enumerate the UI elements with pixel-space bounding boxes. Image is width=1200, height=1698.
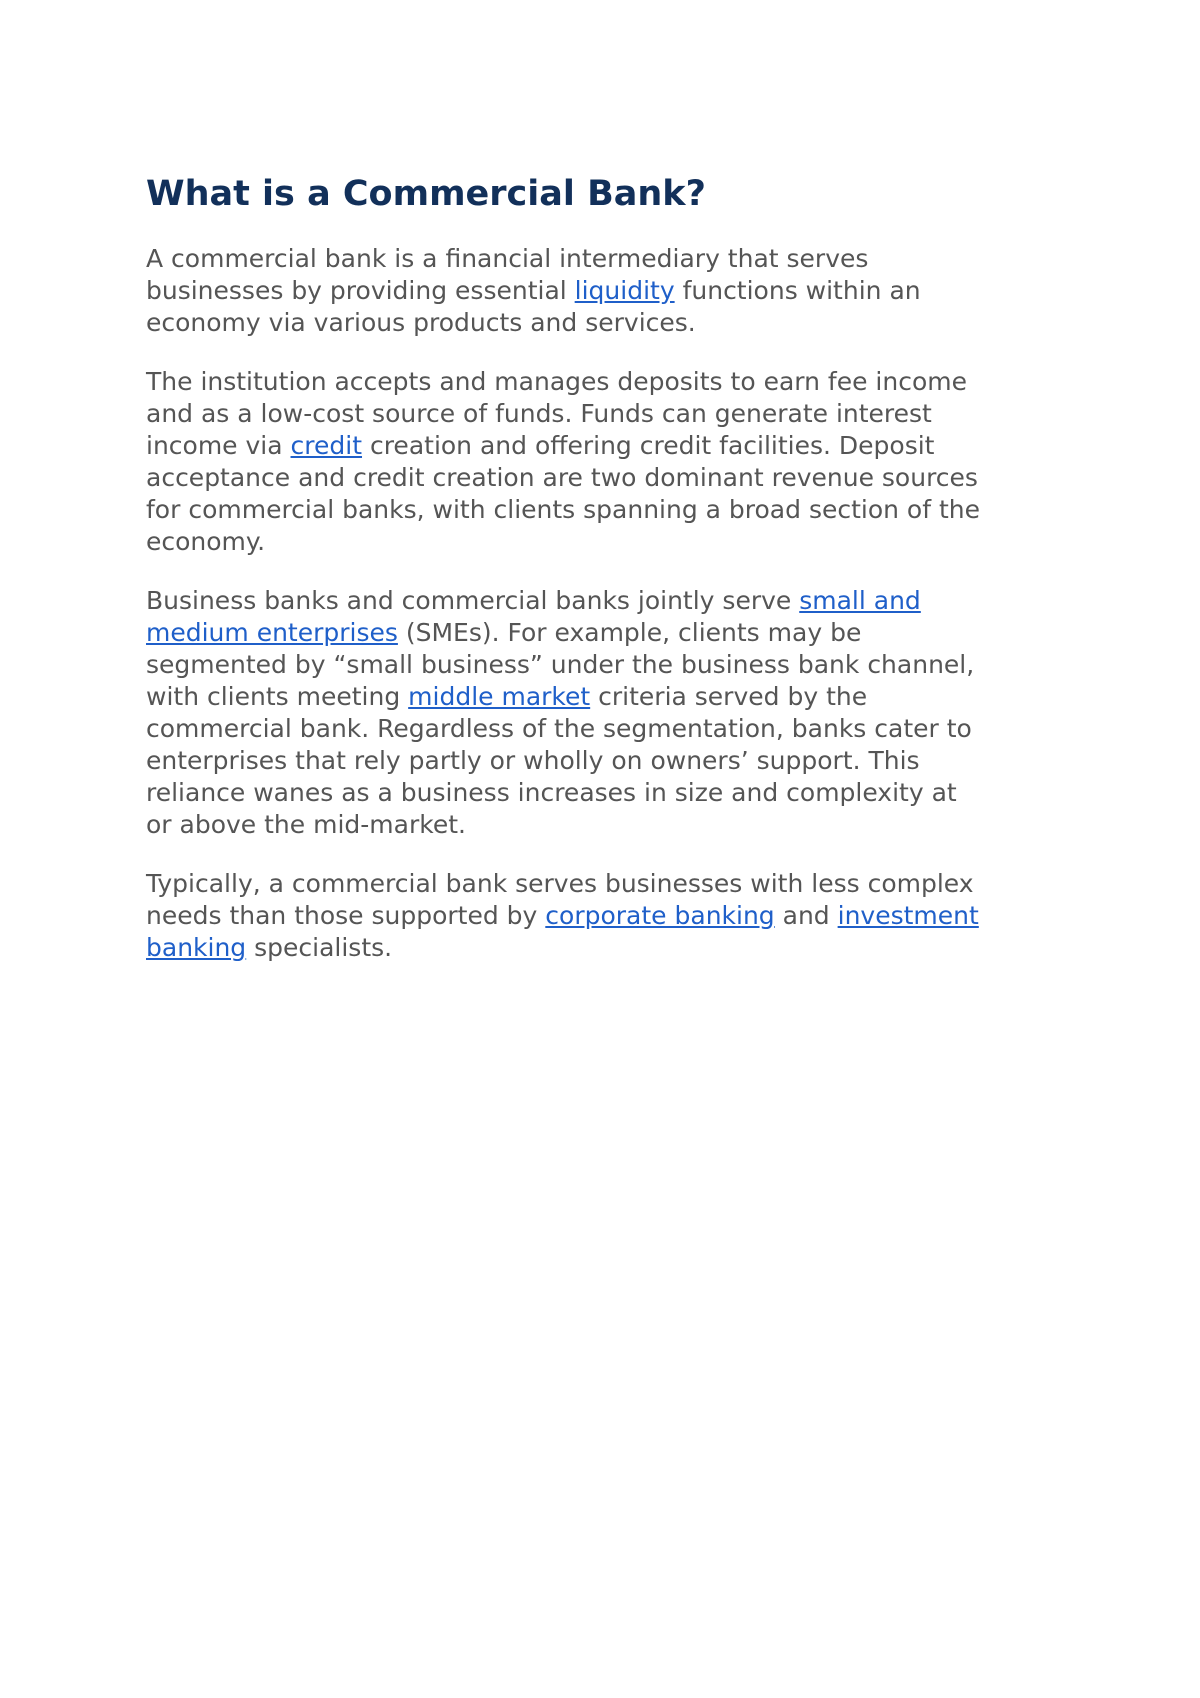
paragraph-text: or above the mid-market. bbox=[146, 810, 466, 839]
paragraph-text: creation and offering credit facilities. Deposit bbox=[362, 431, 935, 460]
link-investment-banking[interactable]: investment bbox=[837, 901, 979, 930]
link-corporate-banking[interactable]: corporate banking bbox=[545, 901, 775, 930]
paragraph-text: (SMEs). For example, clients may be bbox=[397, 618, 862, 647]
paragraph-text: and bbox=[774, 901, 838, 930]
paragraph-text: acceptance and credit creation are two dominant revenue sources bbox=[146, 463, 978, 492]
paragraph-text: Typically, a commercial bank serves businesses with less complex bbox=[146, 869, 974, 898]
paragraph-text: for commercial banks, with clients spanning a broad section of the bbox=[146, 495, 980, 524]
paragraph-text: A commercial bank is a financial intermediary that serves bbox=[146, 244, 869, 273]
paragraph-text: needs than those supported by bbox=[146, 901, 546, 930]
link-small-and-medium-enterprises[interactable]: small and bbox=[799, 586, 921, 615]
link-credit[interactable]: credit bbox=[290, 431, 363, 460]
paragraph-text: functions within an bbox=[674, 276, 921, 305]
link-middle-market[interactable]: middle market bbox=[408, 682, 591, 711]
paragraph-deposits bbox=[146, 366, 1066, 558]
paragraph-text: with clients meeting bbox=[146, 682, 409, 711]
paragraph-text: reliance wanes as a business increases in size and complexity at bbox=[146, 778, 957, 807]
paragraph-text: businesses by providing essential bbox=[146, 276, 575, 305]
paragraph-text: Business banks and commercial banks jointly serve bbox=[146, 586, 800, 615]
paragraph-text: and as a low-cost source of funds. Funds can generate interest bbox=[146, 399, 932, 428]
paragraph-text: criteria served by the bbox=[590, 682, 868, 711]
document-page bbox=[146, 170, 1066, 991]
page-title: What is a Commercial Bank? bbox=[146, 174, 706, 214]
link-investment-banking[interactable]: banking bbox=[146, 933, 247, 962]
paragraph-text: The institution accepts and manages deposits to earn fee income bbox=[146, 367, 967, 396]
paragraph-text: enterprises that rely partly or wholly on owners’ support. This bbox=[146, 746, 920, 775]
paragraph-text: economy. bbox=[146, 527, 266, 556]
paragraph-typically bbox=[146, 868, 1066, 964]
paragraph-smes bbox=[146, 585, 1066, 841]
paragraph-text: specialists. bbox=[246, 933, 393, 962]
paragraph-text: income via bbox=[146, 431, 291, 460]
link-liquidity[interactable]: liquidity bbox=[574, 276, 675, 305]
link-small-and-medium-enterprises[interactable]: medium enterprises bbox=[146, 618, 398, 647]
paragraph-intro bbox=[146, 243, 1066, 339]
paragraph-text: economy via various products and services. bbox=[146, 308, 696, 337]
paragraph-text: commercial bank. Regardless of the segmentation, banks cater to bbox=[146, 714, 972, 743]
paragraph-text: segmented by “small business” under the business bank channel, bbox=[146, 650, 975, 679]
